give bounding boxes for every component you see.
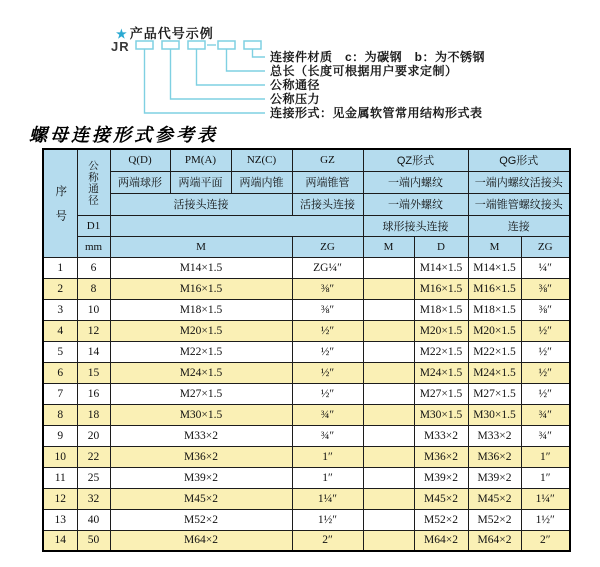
cell-qz-d: M45×2 xyxy=(414,488,468,509)
diagram-title-text: 产品代号示例 xyxy=(129,26,214,41)
cell-qz-d: M39×2 xyxy=(414,467,468,488)
code-box xyxy=(162,41,179,49)
code-box xyxy=(136,41,153,49)
cell-qz-m xyxy=(363,320,414,341)
callout-label-diameter: 公称通径 xyxy=(270,78,321,92)
table-row xyxy=(43,488,570,509)
cell-mm: 40 xyxy=(77,509,110,530)
cell-mm: 20 xyxy=(77,425,110,446)
cell-m: M16×1.5 xyxy=(110,278,292,299)
cell-m: M24×1.5 xyxy=(110,362,292,383)
cell-mm: 50 xyxy=(77,530,110,551)
cell-zg: ⅜″ xyxy=(292,299,363,320)
header-unit-m: M xyxy=(110,236,292,257)
cell-qz-d: M36×2 xyxy=(414,446,468,467)
header-unit-mm: mm xyxy=(77,236,110,257)
cell-zg: ⅜″ xyxy=(292,278,363,299)
cell-m: M30×1.5 xyxy=(110,404,292,425)
cell-qz-m xyxy=(363,425,414,446)
cell-qg-m: M16×1.5 xyxy=(468,278,521,299)
cell-qz-m xyxy=(363,467,414,488)
cell-qg-m: M30×1.5 xyxy=(468,404,521,425)
cell-m: M14×1.5 xyxy=(110,257,292,278)
cell-qg-m: M14×1.5 xyxy=(468,257,521,278)
cell-mm: 32 xyxy=(77,488,110,509)
cell-zg: 1″ xyxy=(292,467,363,488)
cell-no: 8 xyxy=(43,404,77,425)
cell-no: 3 xyxy=(43,299,77,320)
cell-m: M64×2 xyxy=(110,530,292,551)
cell-no: 4 xyxy=(43,320,77,341)
callout-label-connection: 连接形式：见金属软管常用结构形式表 xyxy=(270,106,483,120)
table-row xyxy=(43,257,570,278)
header-union-connection-gz: 活接头连接 xyxy=(292,193,363,215)
cell-qz-m xyxy=(363,341,414,362)
cell-mm: 14 xyxy=(77,341,110,362)
cell-qg-m: M45×2 xyxy=(468,488,521,509)
cell-qg-zg: ½″ xyxy=(521,362,570,383)
cell-no: 5 xyxy=(43,341,77,362)
cell-mm: 22 xyxy=(77,446,110,467)
table-row xyxy=(43,299,570,320)
cell-m: M39×2 xyxy=(110,467,292,488)
cell-m: M22×1.5 xyxy=(110,341,292,362)
callout-label-pressure: 公称压力 xyxy=(270,92,321,106)
cell-qz-m xyxy=(363,362,414,383)
callout-line xyxy=(145,49,266,113)
header-code-qz: QZ形式 xyxy=(363,149,468,171)
header-desc-q: 两端球形 xyxy=(110,171,170,193)
header-code-q: Q(D) xyxy=(110,149,170,171)
header-seq-no: 序号 xyxy=(43,149,77,257)
cell-qg-m: M33×2 xyxy=(468,425,521,446)
cell-qg-zg: ½″ xyxy=(521,383,570,404)
header-qg-unit-zg: ZG xyxy=(521,236,570,257)
cell-m: M52×2 xyxy=(110,509,292,530)
table-title: 螺母连接形式参考表 xyxy=(29,125,218,145)
cell-mm: 6 xyxy=(77,257,110,278)
cell-no: 14 xyxy=(43,530,77,551)
cell-zg: ½″ xyxy=(292,383,363,404)
cell-qg-m: M64×2 xyxy=(468,530,521,551)
header-qz-external-thread: 一端外螺纹 xyxy=(363,193,468,215)
header-qg-connection: 连接 xyxy=(468,215,570,236)
header-qz-unit-d: D xyxy=(414,236,468,257)
cell-qz-d: M33×2 xyxy=(414,425,468,446)
cell-no: 10 xyxy=(43,446,77,467)
cell-mm: 12 xyxy=(77,320,110,341)
table-row xyxy=(43,383,570,404)
table-row xyxy=(43,509,570,530)
cell-m: M36×2 xyxy=(110,446,292,467)
cell-qz-m xyxy=(363,383,414,404)
table-row xyxy=(43,341,570,362)
header-desc-qg: 一端内螺纹活接头 xyxy=(468,171,570,193)
table-row xyxy=(43,362,570,383)
table-row xyxy=(43,425,570,446)
cell-qz-m xyxy=(363,257,414,278)
cell-zg: 1½″ xyxy=(292,509,363,530)
header-desc-pm: 两端平面 xyxy=(170,171,231,193)
cell-no: 12 xyxy=(43,488,77,509)
cell-qz-d: M30×1.5 xyxy=(414,404,468,425)
header-code-nz: NZ(C) xyxy=(231,149,292,171)
cell-mm: 16 xyxy=(77,383,110,404)
header-desc-gz: 两端锥管 xyxy=(292,171,363,193)
cell-qg-m: M18×1.5 xyxy=(468,299,521,320)
cell-mm: 8 xyxy=(77,278,110,299)
callout-label-length: 总长（长度可根据用户要求定制） xyxy=(270,64,458,78)
table-row xyxy=(43,530,570,551)
table-row xyxy=(43,320,570,341)
callout-line xyxy=(171,49,266,99)
cell-no: 1 xyxy=(43,257,77,278)
code-box xyxy=(218,41,235,49)
cell-qz-d: M18×1.5 xyxy=(414,299,468,320)
cell-mm: 25 xyxy=(77,467,110,488)
header-nominal-diameter: 公称通径 xyxy=(77,149,110,215)
table-row xyxy=(43,404,570,425)
callout-line xyxy=(227,49,266,71)
cell-mm: 15 xyxy=(77,362,110,383)
cell-qg-m: M24×1.5 xyxy=(468,362,521,383)
cell-qg-m: M39×2 xyxy=(468,467,521,488)
cell-zg: ½″ xyxy=(292,341,363,362)
cell-qz-d: M24×1.5 xyxy=(414,362,468,383)
cell-qz-d: M27×1.5 xyxy=(414,383,468,404)
cell-qg-m: M52×2 xyxy=(468,509,521,530)
cell-m: M27×1.5 xyxy=(110,383,292,404)
cell-qg-zg: ¾″ xyxy=(521,404,570,425)
cell-no: 11 xyxy=(43,467,77,488)
cell-qg-zg: 1½″ xyxy=(521,509,570,530)
cell-qz-d: M52×2 xyxy=(414,509,468,530)
header-code-pm: PM(A) xyxy=(170,149,231,171)
header-desc-qz: 一端内螺纹 xyxy=(363,171,468,193)
header-qz-unit-m: M xyxy=(363,236,414,257)
cell-m: M20×1.5 xyxy=(110,320,292,341)
cell-qg-m: M20×1.5 xyxy=(468,320,521,341)
callout-label-material: 连接件材质 c：为碳钢 b：为不锈钢 xyxy=(270,50,486,64)
table-row xyxy=(43,278,570,299)
cell-qz-d: M14×1.5 xyxy=(414,257,468,278)
cell-qg-zg: ⅜″ xyxy=(521,299,570,320)
cell-zg: ½″ xyxy=(292,320,363,341)
cell-m: M33×2 xyxy=(110,425,292,446)
callout-line xyxy=(253,49,266,57)
cell-mm: 10 xyxy=(77,299,110,320)
cell-qz-m xyxy=(363,488,414,509)
cell-qg-zg: ½″ xyxy=(521,341,570,362)
callout-line xyxy=(197,49,266,85)
code-box xyxy=(244,41,261,49)
product-code-prefix: JR xyxy=(111,39,130,54)
cell-no: 6 xyxy=(43,362,77,383)
cell-qg-zg: 1¼″ xyxy=(521,488,570,509)
cell-qg-zg: ¾″ xyxy=(521,425,570,446)
cell-qz-m xyxy=(363,446,414,467)
cell-zg: 2″ xyxy=(292,530,363,551)
cell-qz-m xyxy=(363,278,414,299)
cell-qg-m: M36×2 xyxy=(468,446,521,467)
header-qz-ball-joint: 球形接头连接 xyxy=(363,215,468,236)
nut-connection-reference-table xyxy=(42,148,571,552)
cell-qg-m: M22×1.5 xyxy=(468,341,521,362)
cell-no: 7 xyxy=(43,383,77,404)
table-row xyxy=(43,467,570,488)
header-qg-taper-thread: 一端锥管螺纹接头 xyxy=(468,193,570,215)
cell-qz-d: M20×1.5 xyxy=(414,320,468,341)
cell-no: 13 xyxy=(43,509,77,530)
code-box xyxy=(188,41,205,49)
cell-zg: ¾″ xyxy=(292,404,363,425)
cell-qz-d: M16×1.5 xyxy=(414,278,468,299)
cell-qg-zg: 2″ xyxy=(521,530,570,551)
cell-zg: ZG¼″ xyxy=(292,257,363,278)
cell-m: M45×2 xyxy=(110,488,292,509)
cell-qg-zg: ¼″ xyxy=(521,257,570,278)
cell-mm: 18 xyxy=(77,404,110,425)
cell-zg: 1¼″ xyxy=(292,488,363,509)
header-code-gz: GZ xyxy=(292,149,363,171)
cell-m: M18×1.5 xyxy=(110,299,292,320)
cell-qz-m xyxy=(363,299,414,320)
header-d1: D1 xyxy=(77,215,110,236)
cell-qz-m xyxy=(363,530,414,551)
cell-no: 9 xyxy=(43,425,77,446)
table-row xyxy=(43,446,570,467)
cell-qz-d: M22×1.5 xyxy=(414,341,468,362)
star-icon: ★ xyxy=(116,27,128,41)
cell-no: 2 xyxy=(43,278,77,299)
cell-zg: ¾″ xyxy=(292,425,363,446)
cell-zg: 1″ xyxy=(292,446,363,467)
cell-zg: ½″ xyxy=(292,362,363,383)
header-union-connection: 活接头连接 xyxy=(110,193,292,215)
cell-qg-m: M27×1.5 xyxy=(468,383,521,404)
header-desc-nz: 两端内锥 xyxy=(231,171,292,193)
header-qg-unit-m: M xyxy=(468,236,521,257)
cell-qz-m xyxy=(363,509,414,530)
header-code-qg: QG形式 xyxy=(468,149,570,171)
cell-qg-zg: ½″ xyxy=(521,320,570,341)
cell-qg-zg: 1″ xyxy=(521,467,570,488)
cell-qg-zg: ⅜″ xyxy=(521,278,570,299)
cell-qz-m xyxy=(363,404,414,425)
diagram-title xyxy=(116,23,214,42)
header-unit-zg: ZG xyxy=(292,236,363,257)
header-blank-cell xyxy=(110,215,363,236)
cell-qz-d: M64×2 xyxy=(414,530,468,551)
cell-qg-zg: 1″ xyxy=(521,446,570,467)
